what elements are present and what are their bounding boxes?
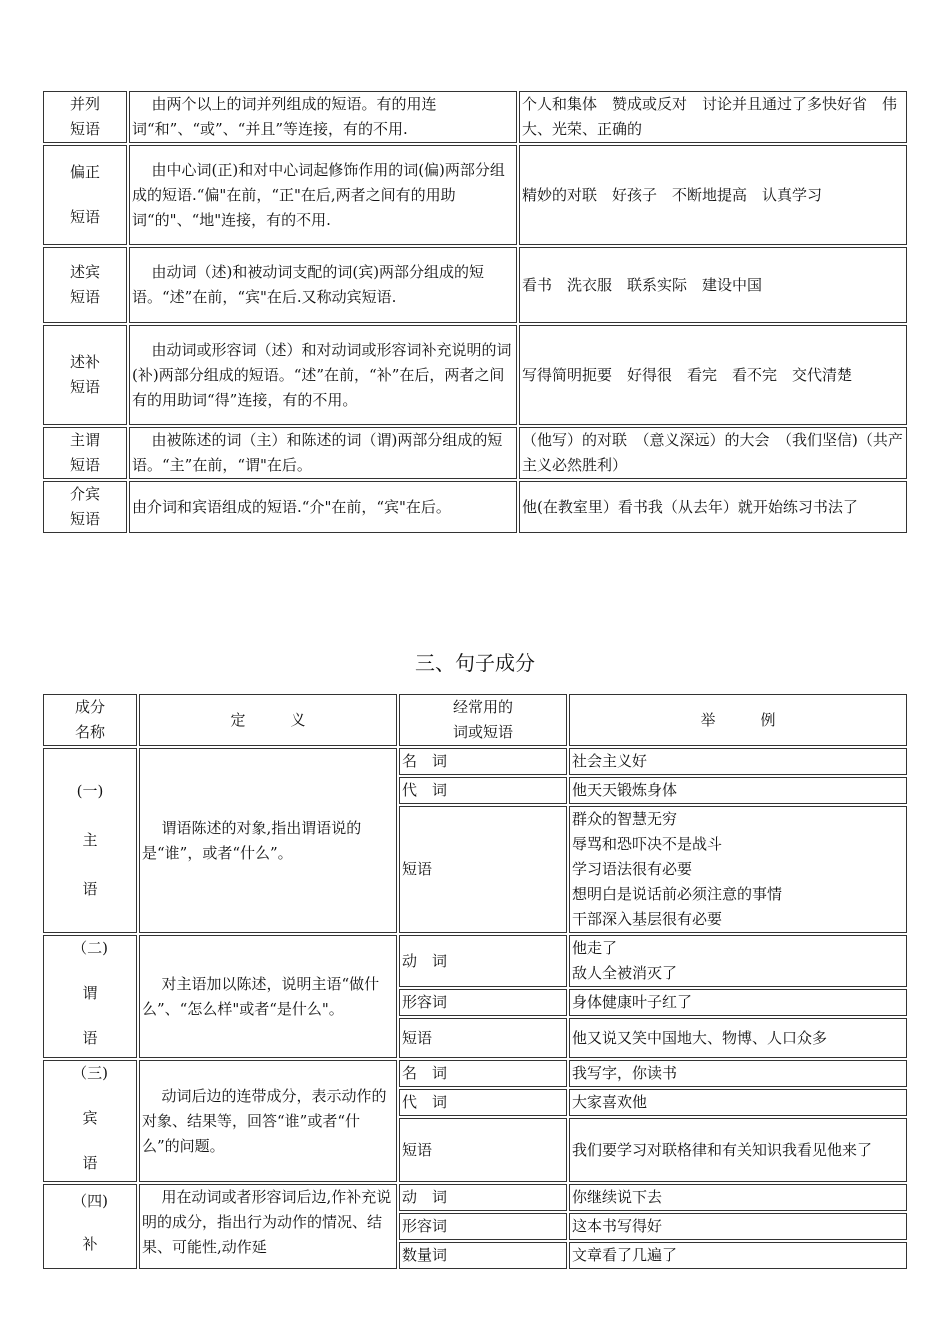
phrase-definition: 由中心词(正)和对中心词起修饰作用的词(偏)两部分组成的短语.“偏"在前，“正"在后,两者之间有的用助词“的"、“地"连接，有的不用. (129, 145, 517, 245)
table-row (43, 935, 907, 987)
word-type: 代 词 (399, 1089, 567, 1116)
example-cell: 他天天锻炼身体 (569, 777, 907, 804)
example-cell: 你继续说下去 (569, 1184, 907, 1211)
phrase-type-table (41, 89, 909, 535)
header-common-words: 经常用的 词或短语 (399, 694, 567, 746)
example-cell: 群众的智慧无穷 辱骂和恐吓决不是战斗 学习语法很有必要 想明白是说话前必须注意的事情 干部深入基层很有必要 (569, 806, 907, 933)
phrase-examples: 精妙的对联 好孩子 不断地提高 认真学习 (519, 145, 907, 245)
table-row (43, 748, 907, 775)
phrase-definition: 由两个以上的词并列组成的短语。有的用连词“和”、“或”、“并且”等连接，有的不用. (129, 91, 517, 143)
table-header-row (43, 694, 907, 746)
phrase-definition: 由动词或形容词（述）和对动词或形容词补充说明的词(补)两部分组成的短语。“述”在前，“补”在后，两者之间有的用助词“得”连接，有的不用。 (129, 325, 517, 425)
phrase-name: 并列 短语 (43, 91, 127, 143)
example-cell: 身体健康叶子红了 (569, 989, 907, 1016)
phrase-examples: 他(在教室里）看书我（从去年）就开始练习书法了 (519, 481, 907, 533)
word-type: 短语 (399, 806, 567, 933)
table-row (43, 325, 907, 425)
component-definition: 谓语陈述的对象,指出谓语说的是“谁”，或者“什么”。 (139, 748, 397, 933)
phrase-name: 述补 短语 (43, 325, 127, 425)
table-row (43, 91, 907, 143)
word-type: 名 词 (399, 748, 567, 775)
table-row (43, 247, 907, 323)
component-object: （三) 宾 语 (43, 1060, 137, 1182)
example-cell: 他走了 敌人全被消灭了 (569, 935, 907, 987)
component-definition: 对主语加以陈述，说明主语“做什么”、“怎么样"或者“是什么"。 (139, 935, 397, 1058)
phrase-definition: 由介词和宾语组成的短语.“介"在前，“宾"在后。 (129, 481, 517, 533)
word-type: 数量词 (399, 1242, 567, 1269)
sentence-component-table (41, 692, 909, 1271)
word-type: 形容词 (399, 1213, 567, 1240)
phrase-definition: 由动词（述)和被动词支配的词(宾)两部分组成的短语。“述”在前，“宾"在后.又称动宾短语. (129, 247, 517, 323)
word-type: 代 词 (399, 777, 567, 804)
phrase-examples: 看书 洗衣服 联系实际 建设中国 (519, 247, 907, 323)
table-row (43, 427, 907, 479)
phrase-name: 偏正 短语 (43, 145, 127, 245)
component-definition: 用在动词或者形容词后边,作补充说明的成分，指出行为动作的情况、结果、可能性,动作延 (139, 1184, 397, 1269)
word-type: 短语 (399, 1018, 567, 1058)
word-type: 动 词 (399, 1184, 567, 1211)
example-cell: 这本书写得好 (569, 1213, 907, 1240)
example-cell: 大家喜欢他 (569, 1089, 907, 1116)
word-type: 名 词 (399, 1060, 567, 1087)
word-type: 形容词 (399, 989, 567, 1016)
component-predicate: （二) 谓 语 (43, 935, 137, 1058)
header-definition: 定 义 (139, 694, 397, 746)
component-subject: (一) 主 语 (43, 748, 137, 933)
header-component: 成分 名称 (43, 694, 137, 746)
phrase-examples: 个人和集体 赞成或反对 讨论并且通过了多快好省 伟大、光荣、正确的 (519, 91, 907, 143)
word-type: 短语 (399, 1118, 567, 1182)
word-type: 动 词 (399, 935, 567, 987)
table-row (43, 145, 907, 245)
header-examples: 举 例 (569, 694, 907, 746)
component-definition: 动词后边的连带成分，表示动作的对象、结果等，回答“谁”或者“什么”的问题。 (139, 1060, 397, 1182)
phrase-definition: 由被陈述的词（主）和陈述的词（谓)两部分组成的短语。“主”在前，“谓"在后。 (129, 427, 517, 479)
phrase-name: 主谓 短语 (43, 427, 127, 479)
table-row (43, 1184, 907, 1211)
example-cell: 我写字，你读书 (569, 1060, 907, 1087)
example-cell: 我们要学习对联格律和有关知识我看见他来了 (569, 1118, 907, 1182)
phrase-examples: （他写）的对联 （意义深远）的大会 （我们坚信)（共产主义必然胜利） (519, 427, 907, 479)
component-complement: （四) 补 (43, 1184, 137, 1269)
example-cell: 他又说又笑中国地大、物博、人口众多 (569, 1018, 907, 1058)
table-row (43, 1060, 907, 1087)
example-cell: 文章看了几遍了 (569, 1242, 907, 1269)
section-title: 三、句子成分 (415, 651, 535, 675)
example-cell: 社会主义好 (569, 748, 907, 775)
phrase-name: 述宾 短语 (43, 247, 127, 323)
phrase-examples: 写得简明扼要 好得很 看完 看不完 交代清楚 (519, 325, 907, 425)
table-row (43, 481, 907, 533)
phrase-name: 介宾 短语 (43, 481, 127, 533)
